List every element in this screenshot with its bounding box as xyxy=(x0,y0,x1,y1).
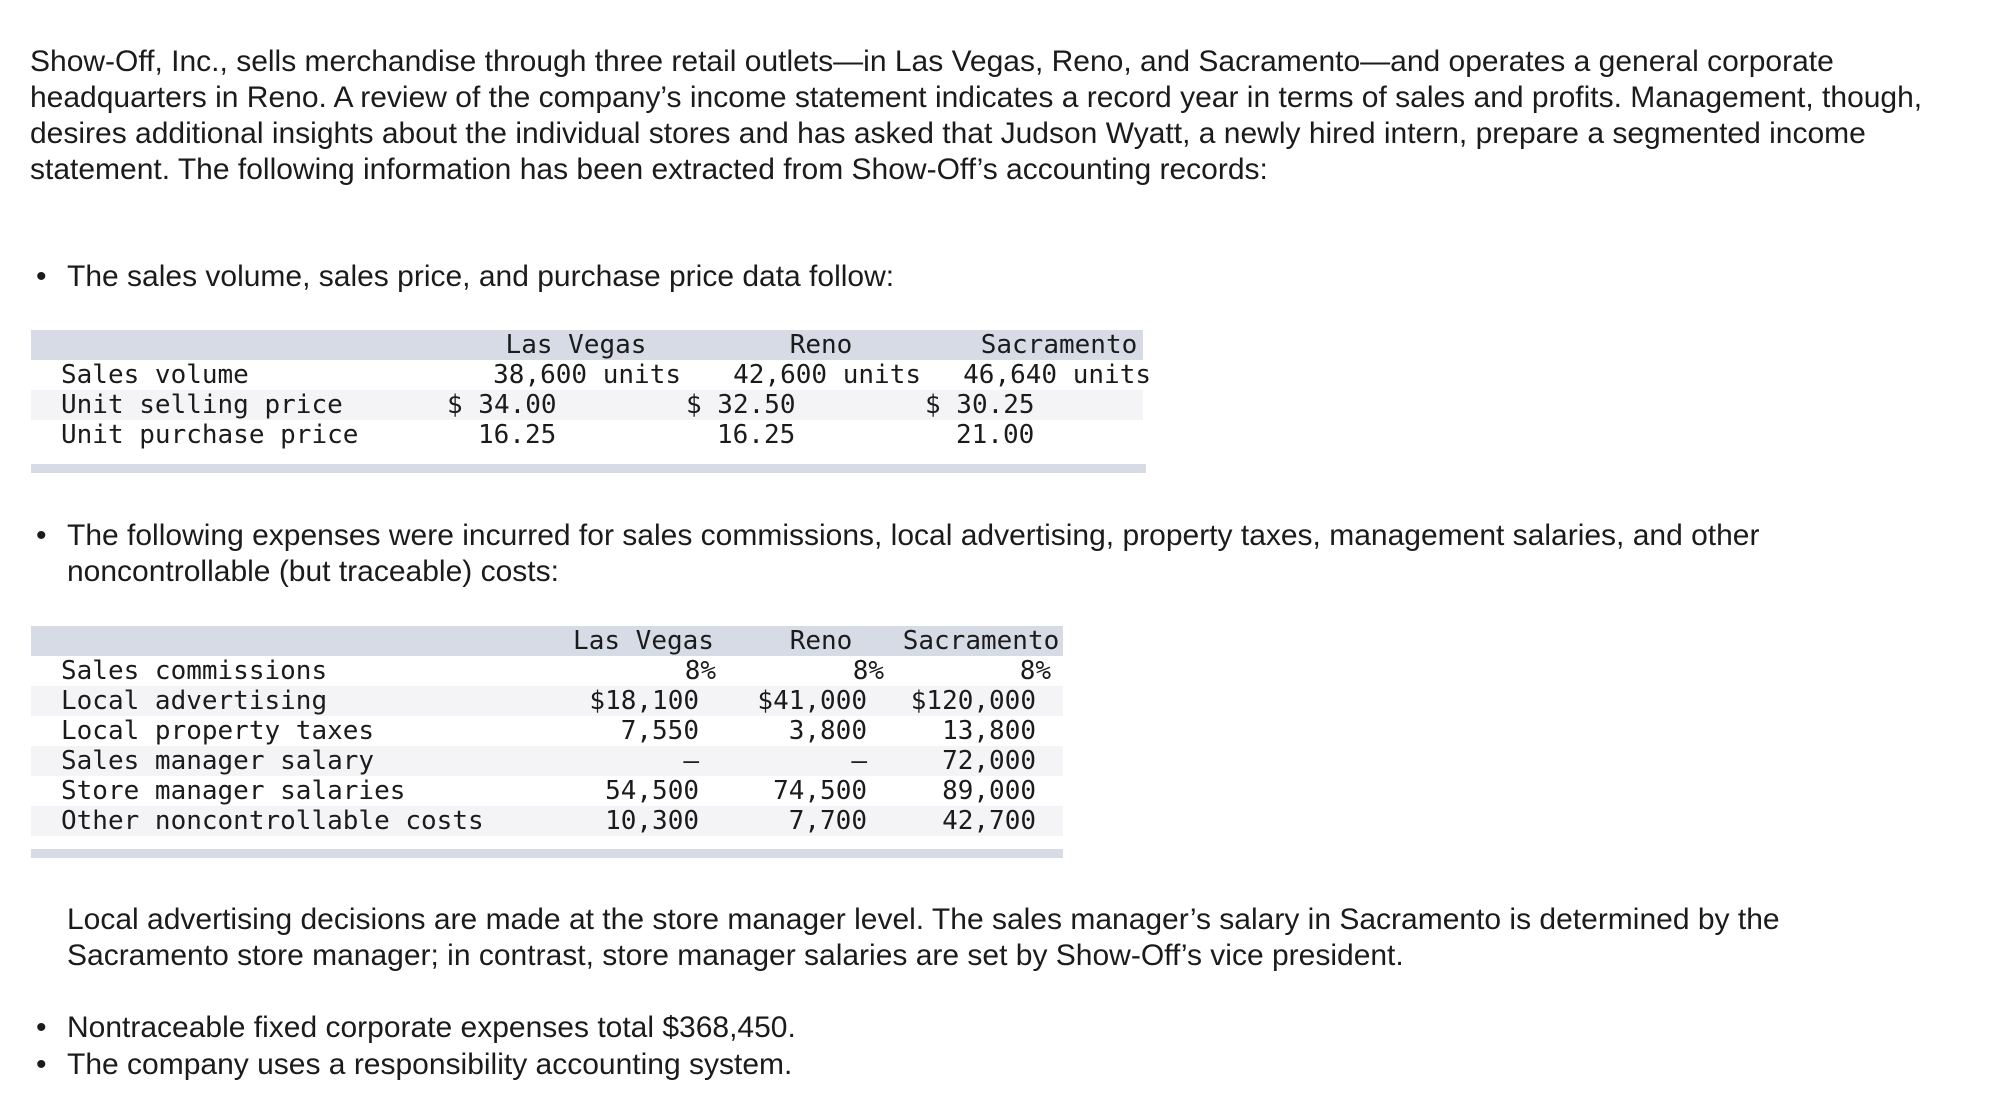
cell-value: 7,700 xyxy=(788,806,867,836)
bullet-sales-data xyxy=(30,259,1930,295)
row-label-store-manager-salaries: Store manager salaries xyxy=(61,776,406,806)
cell-value: $41,000 xyxy=(757,686,867,716)
table-header-row xyxy=(31,330,1143,360)
table-row xyxy=(31,390,1143,420)
sales-price-table xyxy=(31,330,1151,473)
cell-value: $120,000 xyxy=(910,686,1036,716)
cell-value: 16.25 xyxy=(478,420,557,450)
column-header-sacramento: Sacramento xyxy=(980,330,1138,360)
cell-value: 16.25 xyxy=(717,420,796,450)
table-row xyxy=(31,716,1063,746)
cell-value: 3,800 xyxy=(788,716,867,746)
table-row xyxy=(31,686,1063,716)
column-header-las-vegas: Las Vegas xyxy=(505,330,647,360)
bullet-text: The company uses a responsibility accounting system. xyxy=(67,1048,793,1081)
bullet-text: Nontraceable fixed corporate expenses total $368,450. xyxy=(67,1011,796,1044)
column-header-reno: Reno xyxy=(789,626,853,656)
cell-value: 74,500 xyxy=(773,776,867,806)
table-row xyxy=(31,656,1063,686)
cell-value: 8% xyxy=(852,656,884,686)
column-header-reno: Reno xyxy=(789,330,853,360)
bullet-dot: • xyxy=(36,1048,47,1081)
cell-value: 72,000 xyxy=(942,746,1036,776)
cell-value: 38,600 units xyxy=(493,360,681,390)
intro-paragraph: Show-Off, Inc., sells merchandise through three retail outlets—in Las Vegas, Reno, and Sacramento—and operates a general corporate headquarters in Reno. A review of the company’s income statement indicates a record year in terms of sales and profits. Management, though, desires additional insights about the individual stores and has asked that Judson Wyatt, a newly hired intern, prepare a segmented income statement. The following information has been extracted from Show-Off’s accounting records: xyxy=(30,45,1923,186)
row-label-sales-commissions: Sales commissions xyxy=(61,656,328,686)
cell-value: 21.00 xyxy=(956,420,1035,450)
bullet-dot: • xyxy=(36,1011,47,1044)
table-bottom-rule xyxy=(31,464,1146,473)
cell-value: — xyxy=(851,746,867,776)
table-row xyxy=(31,746,1063,776)
cell-value: 89,000 xyxy=(942,776,1036,806)
cell-value: 42,600 units xyxy=(733,360,921,390)
table-row xyxy=(31,806,1063,836)
table-header-row xyxy=(31,626,1063,656)
bullet-corporate-expenses xyxy=(30,1010,1930,1046)
bullet-text: The sales volume, sales price, and purchase price data follow: xyxy=(67,260,895,293)
bullet-dot: • xyxy=(36,519,47,552)
table-row xyxy=(31,420,1143,450)
row-label-other-noncontrollable-costs: Other noncontrollable costs xyxy=(61,806,484,836)
cell-value: $ 30.25 xyxy=(925,390,1035,420)
cell-value: 8% xyxy=(684,656,716,686)
column-header-las-vegas: Las Vegas xyxy=(573,626,714,656)
cell-value: $ 34.00 xyxy=(447,390,557,420)
cell-value: $18,100 xyxy=(589,686,699,716)
table-row xyxy=(31,360,1151,390)
row-label-sales-volume: Sales volume xyxy=(61,360,249,390)
row-label-sales-manager-salary: Sales manager salary xyxy=(61,746,375,776)
bullet-responsibility-accounting xyxy=(30,1047,1930,1083)
expenses-table xyxy=(31,626,1063,858)
cell-value: $ 32.50 xyxy=(686,390,796,420)
bullet-dot: • xyxy=(36,260,47,293)
advertising-note-paragraph: Local advertising decisions are made at the store manager level. The sales manager’s salary in Sacramento is determined by the Sacramento store manager; in contrast, store manager salaries are set by Show-Off’s vice president. xyxy=(67,903,1780,972)
bullet-text: The following expenses were incurred for sales commissions, local advertising, property taxes, management salaries, and other noncontrollable (but traceable) costs: xyxy=(67,519,1760,588)
row-label-unit-purchase-price: Unit purchase price xyxy=(61,420,359,450)
cell-value: 42,700 xyxy=(942,806,1036,836)
cell-value: 8% xyxy=(1019,656,1051,686)
table-bottom-rule xyxy=(31,849,1063,858)
cell-value: 7,550 xyxy=(620,716,699,746)
row-label-local-property-taxes: Local property taxes xyxy=(61,716,375,746)
cell-value: 46,640 units xyxy=(963,360,1151,390)
table-row xyxy=(31,776,1063,806)
row-label-unit-selling-price: Unit selling price xyxy=(61,390,343,420)
cell-value: 13,800 xyxy=(942,716,1036,746)
row-label-local-advertising: Local advertising xyxy=(61,686,328,716)
bullet-expenses xyxy=(30,518,1930,590)
cell-value: — xyxy=(683,746,699,776)
cell-value: 54,500 xyxy=(605,776,699,806)
cell-value: 10,300 xyxy=(605,806,699,836)
column-header-sacramento: Sacramento xyxy=(902,626,1060,656)
